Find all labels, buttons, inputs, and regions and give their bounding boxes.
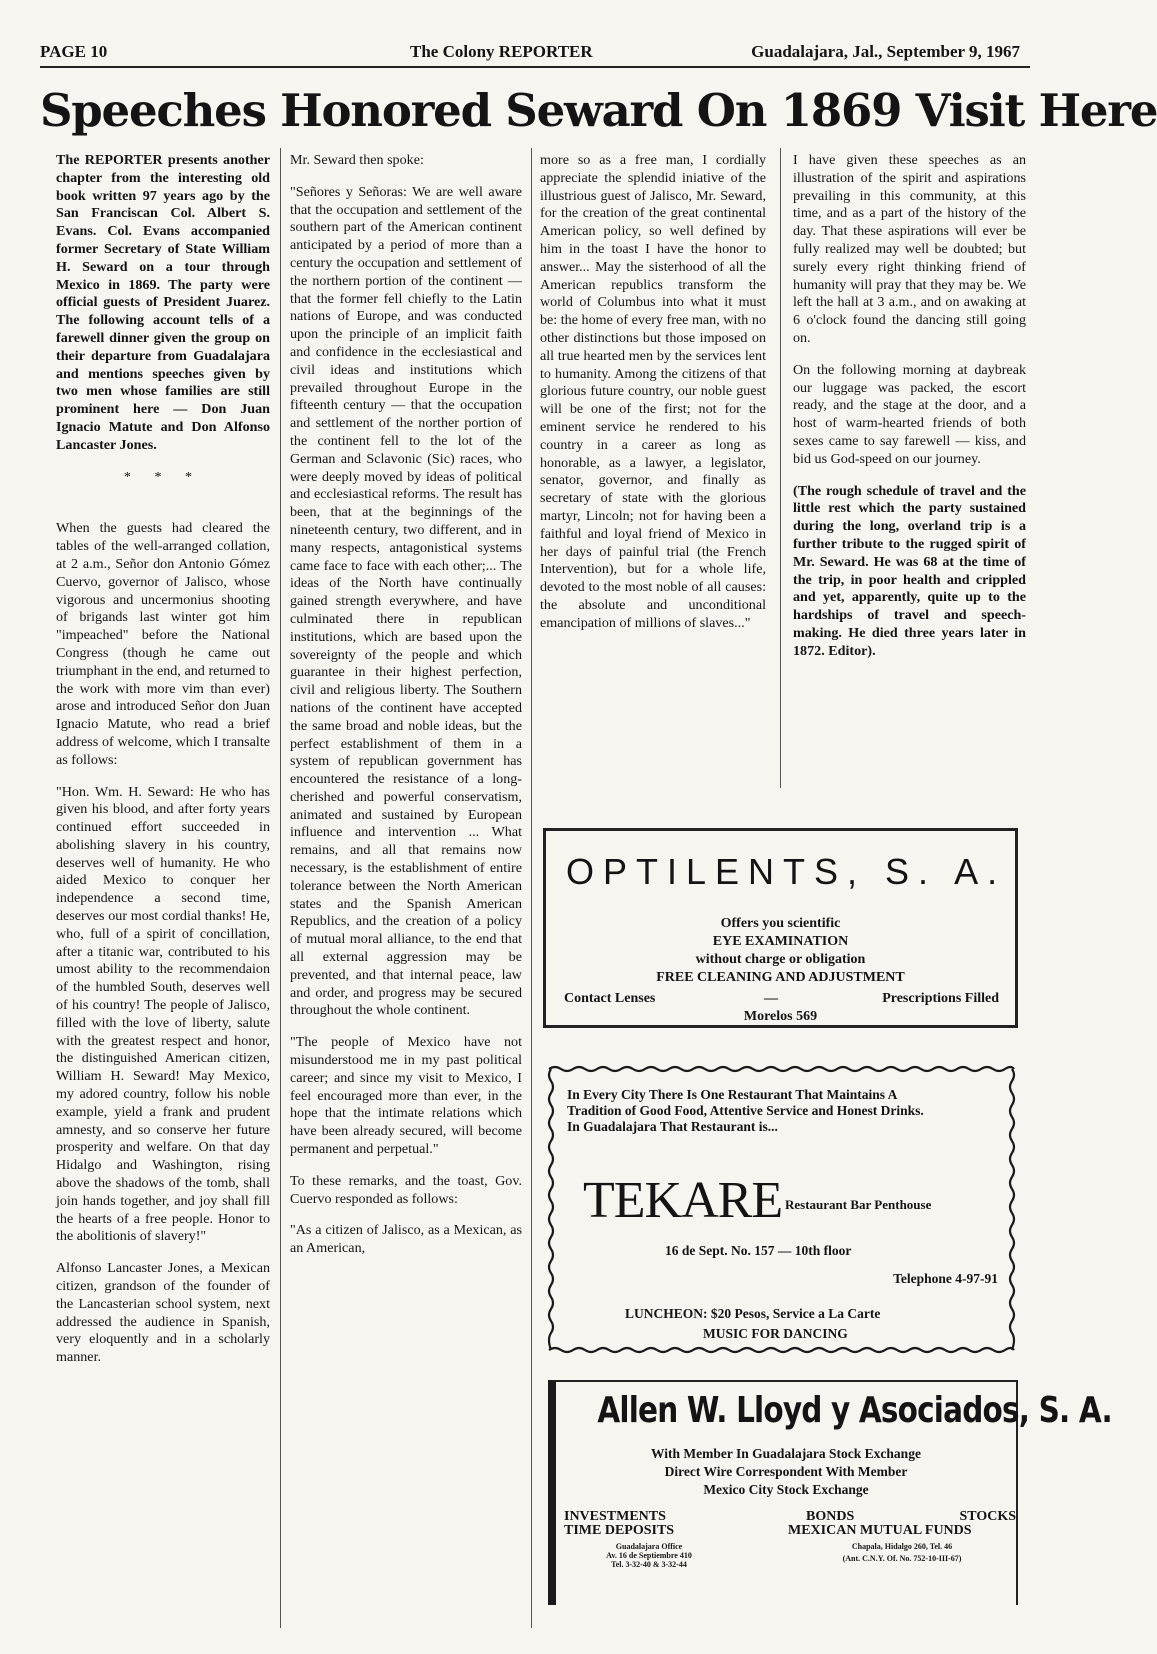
column-rule bbox=[280, 148, 281, 1628]
tekare-intro: In Every City There Is One Restaurant That Maintains A Tradition of Good Food, Attentive Service and Honest Drinks. In Guadalajara That Restaurant is... bbox=[567, 1087, 924, 1134]
paper-name: The Colony REPORTER bbox=[410, 42, 593, 61]
ad-text: Chapala, Hidalgo 260, Tel. 46 bbox=[851, 1542, 953, 1551]
optilents-ad bbox=[543, 828, 1018, 1028]
article-column-3 bbox=[540, 152, 766, 777]
tekare-name: TEKARE bbox=[583, 1172, 783, 1229]
tekare-telephone: Telephone 4-97-91 bbox=[893, 1271, 998, 1286]
ad-text: — bbox=[764, 991, 778, 1006]
article-paragraph: I have given these speeches as an illustration of the spirit and aspirations prevailing in this community, at this time, and as a part of the history of the day. That these aspirations will ever be fully realized may well be doubted; but surely every right thinking friend of humanity will pray that they may be. We left the hall at 3 a.m., and on awaking at 6 o'clock found the dancing still going on. bbox=[793, 152, 1026, 346]
lloyd-investments-block bbox=[564, 1510, 734, 1569]
article-column-4 bbox=[793, 152, 1026, 807]
section-separator: * * * bbox=[123, 468, 203, 485]
ad-text: Tel. 3-32-40 & 3-32-44 bbox=[611, 1560, 687, 1569]
optilents-name: OPTILENTS, S. A. bbox=[566, 851, 1007, 892]
tekare-luncheon: LUNCHEON: $20 Pesos, Service a La Carte bbox=[625, 1306, 881, 1321]
column-rule bbox=[531, 148, 532, 1628]
tekare-music: MUSIC FOR DANCING bbox=[703, 1326, 848, 1341]
intro-paragraph: The REPORTER presents another chapter from the interesting old book written 97 years ago by the San Franciscan Col. Albert S. Evans. Col. Evans accompanied former Secretary of State William H. Seward on a tour through Mexico in 1869. The party were official guests of President Juarez. The following account tells of a farewell dinner given the group on their departure from Guadalajara and mentions speeches given by two men whose families are still prominent here — Don Juan Ignacio Matute and Don Alfonso Lancaster Jones. bbox=[56, 152, 270, 453]
page-number: PAGE 10 bbox=[40, 42, 108, 61]
article-paragraph: On the following morning at daybreak our luggage was packed, the escort ready, and the stage at the door, and a host of warm-hearted friends of both sexes came to say farewell — kiss, and bid us God-speed on our journey. bbox=[793, 361, 1026, 467]
headline: Speeches Honored Seward On 1869 Visit Here bbox=[40, 84, 1157, 137]
article-paragraph: "As a citizen of Jalisco, as a Mexican, as an American, bbox=[290, 1222, 522, 1257]
article-paragraph: Alfonso Lancaster Jones, a Mexican citizen, grandson of the founder of the Lancasterian school system, next addressed the audience in Spanish, very eloquently and in a scholarly manner. bbox=[56, 1260, 270, 1366]
ad-text: BONDS bbox=[806, 1509, 855, 1524]
article-paragraph: more so as a free man, I cordially appreciate the splendid iniative of the illustrious guest of Jalisco, Mr. Seward, for the creation of the great continental American policy, so well defined by him in the toast I have the honor to answer... May the sisterhood of all the American republics transform the world of Columbus into what it must be: the home of every free man, with no other distinctions but those imposed on all true hearted men by the services lent to humanity. Among the citizens of that glorious future country, our noble guest will be one of the first; not for the eminent service he rendered to his country in a career as long as honorable, as a lawyer, a legislator, senator, governor, and finally as secretary of state with the glorious martyr, Lincoln; not for having been a faithful and loyal friend of Mexico in her days of painful trial (the French Intervention), but for a whole life, devoted to the most noble of all causes: the absolute and unconditional emancipation of millions of slaves..." bbox=[540, 152, 766, 631]
ad-text: Mexico City Stock Exchange bbox=[703, 1482, 869, 1497]
article-paragraph: "The people of Mexico have not misunderstood me in my past political career; and since my visit to Mexico, I feel encouraged more than ever, in the hope that the intimate relations which have been already secured, will become permanent and perpetual." bbox=[290, 1034, 522, 1158]
ad-text: INVESTMENTS bbox=[564, 1509, 666, 1524]
article-paragraph: "Señores y Señoras: We are well aware that the occupation and settlement of the southern part of the American continent anticipated by a period of more than a century the occupation and settlement of the northern portion of the continent — that the former fell chiefly to the Latin nations of Europe, and was conducted upon the principle of an implicit faith and confidence in the ecclesiastical and civil ideas and institutions which prevailed throughout Europe in the fifteenth century — that the occupation and settlement of the norther portion of the continent fell to the lot of the German and Sclavonic (Sic) races, who were deeply moved by ideas of political and ecclesiastical reforms. The result has been, that at the beginnings of the nineteenth century, two different, and in many respects, antagonistical systems came face to face with each other;... The ideas of the North have continually gained strength everywhere, and have culminated there in republican institutions, which are based upon the sovereignty of the people and which guarantee in their highest perfection, civil and religious liberty. The Southern nations of the continent have accepted the same broad and noble ideas, but the perfect establishment of them in a system of republican government has encountered the resistance of a long-cherished and powerful conservatism, animated and sustained by European influence and intervention ... What remains, and all that remains now necessary, is the establishment of entire tolerance between the North American states and the Spanish American Republics, and the creation of a policy of mutual moral alliance, to the end that all external aggression may be prevented, and that internal peace, law and order, and progress may be secured throughout the whole continent. bbox=[290, 183, 522, 1019]
tekare-address: 16 de Sept. No. 157 — 10th floor bbox=[665, 1243, 852, 1258]
ad-text: STOCKS bbox=[959, 1509, 1016, 1524]
tekare-subtitle: Restaurant Bar Penthouse bbox=[785, 1197, 932, 1212]
tekare-ad bbox=[545, 1063, 1018, 1356]
article-paragraph: "Hon. Wm. H. Seward: He who has given his blood, and after forty years continued effort succeeded in abolishing slavery in his country, deserves well of humanity. He who aided Mexico to conquer her independence a second time, deserves our most cordial thanks! He, who, full of a spirit of concillation, after a titanic war, contributed to his umost ability to the recommendaion of the humbled South, deserves well of his country! The people of Jalisco, filled with the love of liberty, salute with the greatest respect and honor, the distinguished American citizen, William H. Seward! May Mexico, my adored country, follow his noble example, yield a frank and prudent amnesty, and so conserve her future prosperity and welfare. On that day Hidalgo and Washington, rising above the shadows of the tomb, shall join hands together, and joy shall fill the hearts of a free people. Honor to the abolitionis of slavery!" bbox=[56, 783, 270, 1245]
ad-text: (Ant. C.N.Y. Of. No. 752-10-III-67) bbox=[842, 1554, 962, 1563]
ad-text: Guadalajara Office bbox=[615, 1542, 683, 1551]
ad-text: Direct Wire Correspondent With Member bbox=[664, 1464, 908, 1479]
header-rule bbox=[40, 66, 1030, 68]
article-paragraph: Mr. Seward then spoke: bbox=[290, 152, 424, 168]
lloyd-bonds-block bbox=[788, 1510, 1016, 1563]
lloyd-name: Allen W. Lloyd y Asociados, S. A. bbox=[597, 1390, 1112, 1431]
lloyd-ad bbox=[548, 1380, 1112, 1605]
ad-text: Offers you scientific bbox=[720, 916, 841, 931]
optilents-address: Morelos 569 bbox=[743, 1009, 818, 1024]
ad-text: EYE EXAMINATION bbox=[712, 934, 849, 949]
column-rule bbox=[780, 148, 781, 788]
article-paragraph: To these remarks, and the toast, Gov. Cuervo responded as follows: bbox=[290, 1172, 522, 1207]
editor-note: (The rough schedule of travel and the little rest which the party sustained during the long, overland trip is a further tribute to the rugged spirit of Mr. Seward. He was 68 at the time of the trip, in poor health and crippled and yet, apparently, quite up to the hardships of travel and speech-making. He died three years later in 1872. Editor). bbox=[793, 482, 1026, 659]
ad-text: With Member In Guadalajara Stock Exchange bbox=[651, 1446, 921, 1461]
ad-text: TIME DEPOSITS bbox=[564, 1523, 675, 1538]
article-paragraph: When the guests had cleared the tables of the well-arranged collation, at 2 a.m., Señor don Antonio Gómez Cuervo, governor of Jalisco, whose vigorous and uncermonius shooting of brigands last winter got him "impeached" before the National Congress (though he came out triumphant in the end, and returned to the work with more vim than ever) arose and introduced Señor don Juan Ignacio Matute, who read a brief address of welcome, which I transalte as follows: bbox=[56, 520, 270, 768]
article-column-2 bbox=[290, 152, 522, 1622]
ad-text: MEXICAN MUTUAL FUNDS bbox=[788, 1523, 972, 1538]
ad-text: without charge or obligation bbox=[695, 952, 866, 967]
dateline: Guadalajara, Jal., September 9, 1967 bbox=[751, 42, 1020, 61]
ad-text: Av. 16 de Septiembre 410 bbox=[606, 1551, 692, 1560]
ad-text: Contact Lenses bbox=[564, 991, 656, 1006]
article-column-1 bbox=[56, 152, 270, 1622]
ad-text: FREE CLEANING AND ADJUSTMENT bbox=[656, 970, 905, 985]
ad-text: Prescriptions Filled bbox=[882, 991, 999, 1006]
